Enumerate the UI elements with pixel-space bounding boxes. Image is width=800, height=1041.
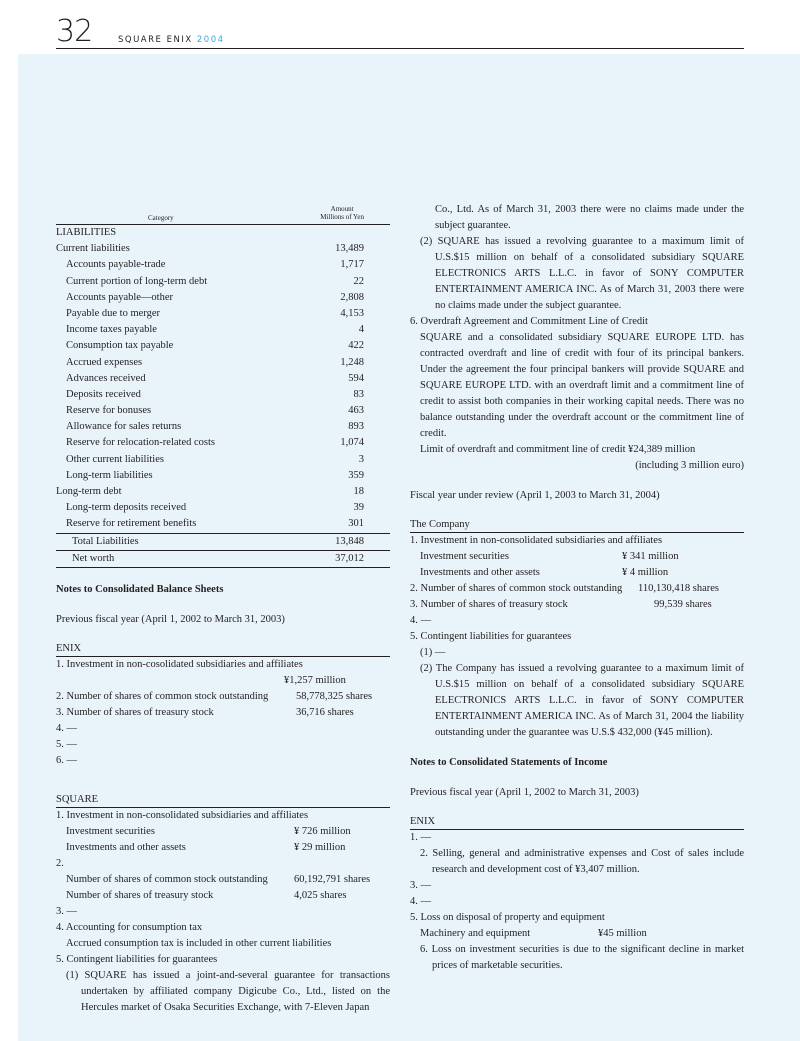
liabilities-table-header	[56, 200, 390, 224]
row-value: 22	[353, 275, 364, 287]
income-item-4: 4. —	[410, 896, 431, 907]
row-label: Deposits received	[66, 388, 141, 400]
brand-label	[118, 35, 225, 45]
row-value: 1,717	[340, 259, 364, 271]
row-label: Consumption tax payable	[66, 340, 174, 352]
row-value: 594	[348, 372, 364, 384]
row-value: 422	[348, 340, 364, 352]
row-value: 2,808	[340, 291, 364, 303]
enix-item-1-value-row	[56, 673, 390, 689]
company-item-1: 1. Investment in non-consolidated subsidiaries and affiliates	[410, 535, 663, 546]
income-item-1: 1. —	[410, 832, 431, 843]
row-label: Reserve for relocation-related costs	[66, 437, 215, 449]
row-label: Other current liabilities	[66, 453, 164, 465]
category-header: Category	[148, 214, 174, 222]
table-row	[56, 500, 390, 516]
enix-item-5: 5. —	[56, 738, 77, 750]
brand-year: 2004	[196, 35, 225, 45]
income-item-3: 3. —	[410, 880, 431, 891]
enix-item-2-row	[56, 689, 390, 705]
right-column	[410, 202, 744, 974]
enix-section-title: ENIX	[56, 642, 390, 657]
company-item-1a: Investment securities	[420, 551, 509, 562]
net-worth-row	[56, 551, 390, 568]
table-row	[56, 435, 390, 451]
enix-item-4: 4. —	[56, 722, 77, 734]
square-section-title: SQUARE	[56, 793, 390, 808]
row-value: 3	[358, 453, 364, 465]
square-item-2a-row	[56, 872, 390, 888]
row-label: Accrued expenses	[66, 356, 143, 368]
row-label: Long-term deposits received	[66, 502, 187, 514]
table-row	[56, 306, 390, 322]
enix-item-3-row	[56, 705, 390, 721]
square-item-1a-row	[56, 824, 390, 840]
table-row	[56, 484, 390, 500]
enix-item-1-value: ¥1,257 million	[284, 674, 346, 686]
square-item-2a: Number of shares of common stock outstanding	[66, 873, 268, 885]
enix-item-1: 1. Investment in non-cosolidated subsidiaries and affiliates	[56, 658, 303, 670]
square-item-1b: Investments and other assets	[66, 841, 186, 853]
table-row	[56, 403, 390, 419]
company-item-2-value: 110,130,418 shares	[638, 583, 719, 594]
row-label: Reserve for bonuses	[66, 405, 152, 417]
previous-fiscal-year: Previous fiscal year (April 1, 2002 to March 31, 2003)	[56, 613, 285, 625]
table-row	[56, 371, 390, 387]
square-item-2a-value: 60,192,791 shares	[294, 873, 371, 885]
row-value: 359	[348, 469, 364, 481]
brand-name: SQUARE ENIX	[118, 35, 193, 45]
company-item-5-2: (2) The Company has issued a revolving guarantee to a maximum limit of U.S.$15 million on behalf of a consolidated subsidiary SQUARE ELECTRONICS ARTS L.L.C. in favor of SONY COMPUTER ENTERTAINMENT AMERICA INC. As of March 31, 2004 the liability outstanding under the guarantee was U.S.$ 432,000 (¥45 million).	[420, 663, 744, 738]
square-item-1b-row	[56, 840, 390, 856]
company-item-3: 3. Number of shares of treasury stock	[410, 599, 568, 610]
row-label: Advances received	[66, 372, 146, 384]
enix-item-3-value: 36,716 shares	[296, 706, 354, 718]
company-item-1a-value: ¥ 341 million	[622, 551, 679, 562]
amount-header	[320, 205, 364, 221]
guarantee-1-continued: Co., Ltd. As of March 31, 2003 there were no claims made under the subject guarantee.	[435, 204, 744, 231]
square-item-1b-value: ¥ 29 million	[294, 841, 346, 853]
row-value: 37,012	[335, 552, 364, 564]
table-row	[56, 355, 390, 371]
row-value: 18	[353, 486, 364, 497]
company-item-4: 4. —	[410, 615, 431, 626]
fiscal-year-under-review: Fiscal year under review (April 1, 2003 to March 31, 2004)	[410, 490, 660, 501]
row-value: 4,153	[340, 307, 364, 319]
total-liabilities-row	[56, 533, 390, 551]
company-item-5: 5. Contingent liabilities for guarantees	[410, 631, 572, 642]
row-value: 13,489	[335, 243, 364, 255]
income-item-5a: Machinery and equipment	[420, 928, 531, 939]
amount-header-line1: Amount	[330, 205, 354, 213]
square-item-2b-row	[56, 888, 390, 904]
row-label: Payable due to merger	[66, 307, 160, 319]
row-label: Net worth	[72, 552, 115, 564]
company-section-title: The Company	[410, 518, 744, 533]
square-item-1a-value: ¥ 726 million	[294, 825, 351, 837]
item-6-euro: (including 3 million euro)	[635, 460, 744, 471]
company-item-1b-row	[410, 565, 744, 581]
income-item-5a-row	[410, 926, 744, 942]
table-row	[56, 290, 390, 306]
table-row	[56, 338, 390, 354]
company-item-1a-row	[410, 549, 744, 565]
company-item-1b: Investments and other assets	[420, 567, 540, 578]
enix-item-2: 2. Number of shares of common stock outstanding	[56, 690, 269, 702]
row-value: 1,074	[340, 437, 364, 449]
square-item-5: 5. Contingent liabilities for guarantees	[56, 953, 218, 965]
row-value: 463	[348, 405, 364, 417]
row-label: Accounts payable—other	[66, 291, 174, 303]
page-number: 32	[56, 14, 93, 49]
item-6-title: 6. Overdraft Agreement and Commitment Line of Credit	[410, 316, 648, 327]
square-item-3: 3. —	[56, 905, 77, 917]
row-label: Current liabilities	[56, 243, 130, 255]
row-value: 4	[358, 324, 364, 336]
left-column	[56, 200, 390, 1016]
income-item-2: 2. Selling, general and administrative expenses and Cost of sales include research and development cost of ¥3,407 million.	[420, 848, 744, 875]
company-item-1b-value: ¥ 4 million	[622, 567, 669, 578]
company-item-5-1: (1) —	[420, 647, 446, 658]
row-value: 39	[353, 502, 364, 514]
table-row	[56, 257, 390, 273]
enix-item-3: 3. Number of shares of treasury stock	[56, 706, 214, 718]
liabilities-title: LIABILITIES	[56, 227, 117, 238]
row-label: Reserve for retirement benefits	[66, 518, 197, 530]
item-6-text: SQUARE and a consolidated subsidiary SQUARE EUROPE LTD. has contracted overdraft and line of credit with four of its principal bankers. Under the agreement the four principal bankers will provide SQUARE and SQUARE EUROPE LTD. with an overdraft limit and a commitment line of credit to assist both companies in their working capital needs. There was no balance outstanding under the overdraft account or the commitment line of credit.	[420, 332, 744, 439]
amount-header-line2: Millions of Yen	[320, 213, 364, 221]
table-row	[56, 241, 390, 257]
row-label: Long-term liabilities	[66, 469, 153, 481]
enix-item-2-value: 58,778,325 shares	[296, 690, 373, 702]
table-row	[56, 452, 390, 468]
row-label: Allowance for sales returns	[66, 421, 182, 433]
square-item-4-text: Accrued consumption tax is included in other current liabilities	[66, 937, 332, 949]
square-item-5-1: (1) SQUARE has issued a joint-and-several guarantee for transactions undertaken by affiliated company Digicube Co., Ltd., listed on the Hercules market of Osaka Securities Exchange, with 7-Eleven Japan	[66, 969, 390, 1013]
company-item-3-value: 99,539 shares	[654, 599, 712, 610]
income-previous-fiscal-year: Previous fiscal year (April 1, 2002 to March 31, 2003)	[410, 787, 639, 798]
square-item-2b-value: 4,025 shares	[294, 889, 347, 901]
company-item-2: 2. Number of shares of common stock outstanding	[410, 583, 623, 594]
square-item-1a: Investment securities	[66, 825, 155, 837]
liabilities-title-row	[56, 224, 390, 241]
income-item-5: 5. Loss on disposal of property and equipment	[410, 912, 605, 923]
company-item-3-row	[410, 597, 744, 613]
table-row	[56, 387, 390, 403]
item-6-limit: Limit of overdraft and commitment line of credit ¥24,389 million	[420, 444, 696, 455]
row-value: 301	[348, 518, 364, 530]
row-label: Accounts payable-trade	[66, 259, 166, 271]
table-row	[56, 322, 390, 338]
table-row	[56, 516, 390, 532]
row-label: Total Liabilities	[72, 535, 139, 547]
row-label: Current portion of long-term debt	[66, 275, 208, 287]
square-item-4: 4. Accounting for consumption tax	[56, 921, 203, 933]
company-item-2-row	[410, 581, 744, 597]
page-header	[56, 14, 744, 49]
row-value: 893	[348, 421, 364, 433]
row-value: 83	[353, 388, 364, 400]
square-item-2: 2.	[56, 857, 64, 869]
row-label: Long-term debt	[56, 486, 122, 497]
row-label: Income taxes payable	[66, 324, 157, 336]
table-row	[56, 274, 390, 290]
notes-balance-sheets-title: Notes to Consolidated Balance Sheets	[56, 583, 224, 595]
income-item-6: 6. Loss on investment securities is due to the significant decline in market prices of marketable securities.	[420, 944, 744, 971]
square-item-1: 1. Investment in non-consolidated subsidiaries and affiliates	[56, 809, 309, 821]
notes-income-title: Notes to Consolidated Statements of Income	[410, 757, 608, 768]
square-item-2b: Number of shares of treasury stock	[66, 889, 214, 901]
income-item-5a-value: ¥45 million	[598, 928, 647, 939]
row-value: 1,248	[340, 356, 364, 368]
income-enix-title: ENIX	[410, 815, 744, 830]
table-row	[56, 419, 390, 435]
guarantee-2: (2) SQUARE has issued a revolving guarantee to a maximum limit of U.S.$15 million on behalf of a consolidated subsidiary SQUARE ELECTRONICS ARTS L.L.C. in favor of SONY COMPUTER ENTERTAINMENT AMERICA INC. As of March 31, 2003 there were no claims made under the subject guarantee.	[420, 236, 744, 311]
row-value: 13,848	[335, 535, 364, 547]
table-row	[56, 468, 390, 484]
enix-item-6: 6. —	[56, 754, 77, 766]
